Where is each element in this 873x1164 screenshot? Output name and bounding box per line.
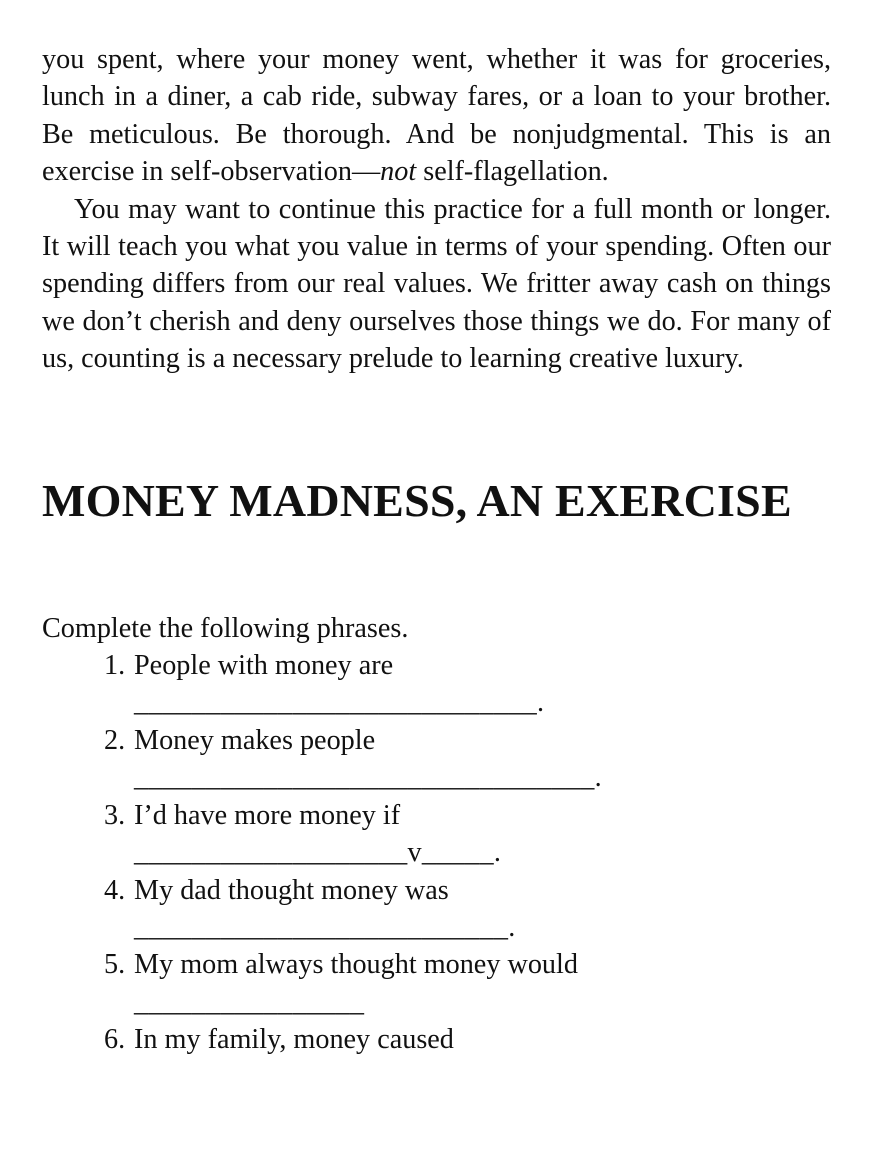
body-paragraph-1 (42, 41, 831, 191)
item-number: 4. (104, 874, 126, 906)
item-prompt: My dad thought money was (134, 874, 449, 906)
page-content (42, 41, 831, 1059)
fill-in-blank: ________________________________. (134, 762, 602, 794)
exercise-item-1 (42, 647, 831, 722)
item-number: 3. (104, 799, 126, 831)
emphasis-not: not (380, 156, 417, 188)
fill-in-blank: ____________________________. (134, 687, 545, 719)
fill-in-blank: __________________________. (134, 911, 516, 943)
item-prompt: My mom always thought money would (134, 949, 578, 981)
exercise-item-3 (42, 797, 831, 872)
item-prompt: I’d have more money if (134, 799, 401, 831)
item-number: 2. (104, 724, 126, 756)
fill-in-blank: ___________________v_____. (134, 837, 502, 869)
exercise-item-4 (42, 872, 831, 947)
exercise-instructions: Complete the following phrases. (42, 612, 409, 644)
exercise-list (42, 647, 831, 1058)
item-prompt: Money makes people (134, 724, 376, 756)
section-heading: MONEY MADNESS, AN EXERCISE (42, 474, 792, 526)
exercise-item-5 (42, 946, 831, 1021)
exercise-item-6 (42, 1021, 831, 1058)
paragraph-1-text-end: self-flagellation. (416, 156, 609, 188)
exercise-item-2 (42, 722, 831, 797)
item-prompt: People with money are (134, 650, 394, 682)
fill-in-blank: ________________ (134, 986, 365, 1018)
body-paragraph-2: You may want to continue this practice for a full month or longer. It will teach you what you value in terms of your spending. Often our spending differs from our real values. We fritter away cash on things we don’t cherish and deny ourselves those things we do. For many of us, counting is a necessary prelude to learning creative luxury. (42, 193, 831, 375)
item-number: 5. (104, 949, 126, 981)
item-number: 6. (104, 1024, 126, 1056)
paragraph-1-text: you spent, where your money went, whether it was for groceries, lunch in a diner, a cab ride, subway fares, or a loan to your brother. Be meticulous. Be thorough. And be nonjudgmental. This is an exercise in self-observation— (42, 44, 831, 188)
item-prompt: In my family, money caused (134, 1024, 454, 1056)
item-number: 1. (104, 650, 126, 682)
